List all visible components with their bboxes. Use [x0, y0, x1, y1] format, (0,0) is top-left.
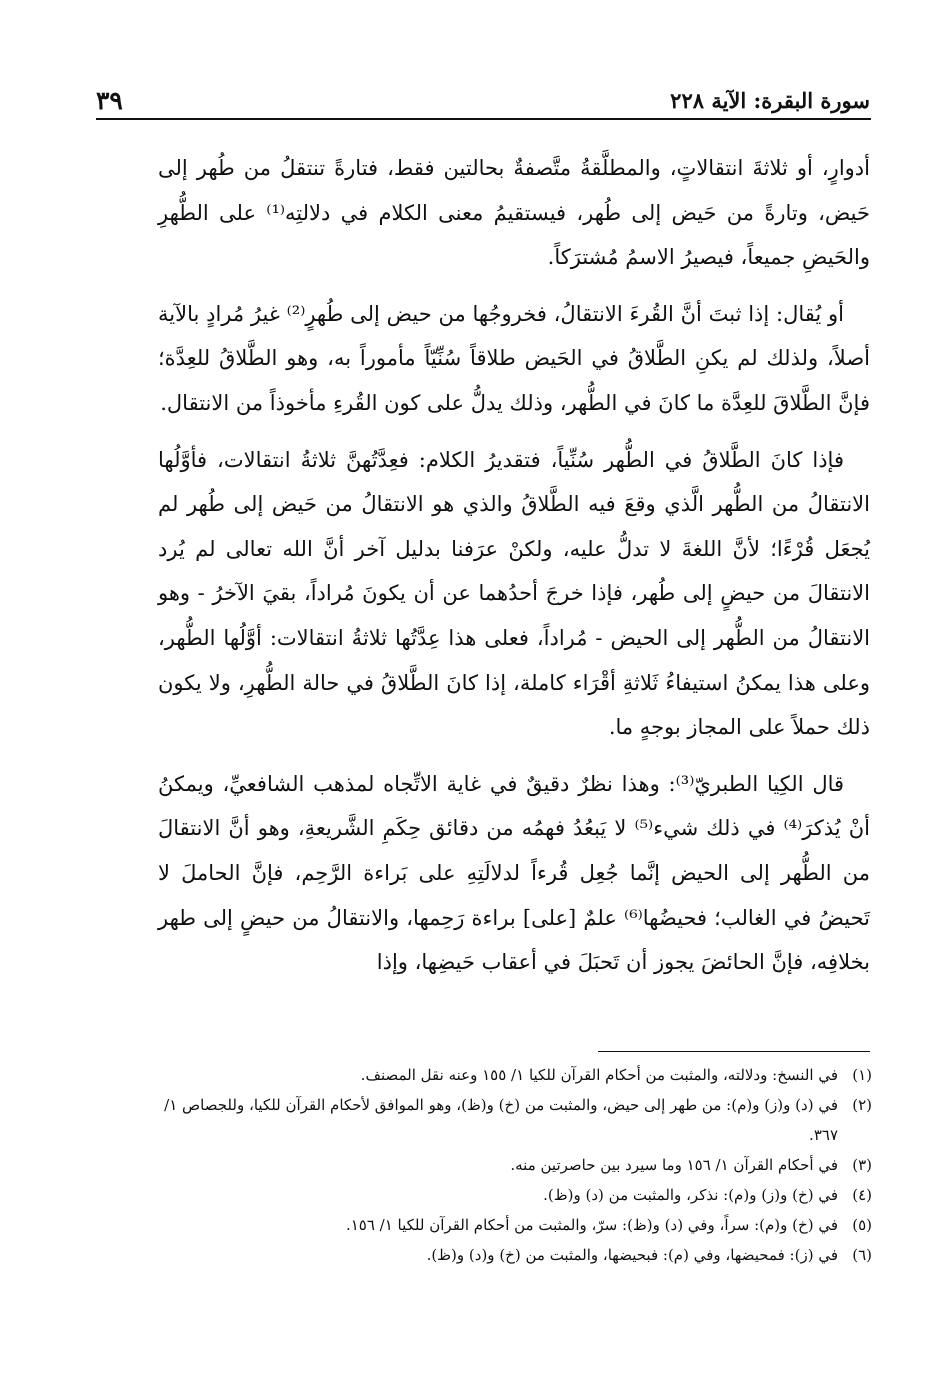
paragraph: فإذا كانَ الطَّلاقُ في الطُّهر سُنِّياً، فتقديرُ الكلام: فعِدَّتُهنَّ ثلاثةُ انتقالات، فأوَّلُها الانتقالُ من الطُّهر الَّذي وقعَ فيه الطَّلاقُ والذي هو الانتقالُ من حَيض إلى طُهر لم يُجعَل قُرْءًا؛ لأنَّ اللغةَ لا تدلُّ عليه، ولكنْ عرَفنا بدليل آخر أنَّ الله تعالى لم يُرد الانتقالَ من حيضٍ إلى طُهر، فإذا خرجَ أحدُهما عن أن يكونَ مُراداً، بقيَ الآخرُ - وهو الانتقالُ من الطُّهر إلى الحيض - مُراداً، فعلى هذا عِدَّتُها ثلاثةُ انتقالات: أوَّلُها الطُّهر، وعلى هذا يمكنُ استيفاءُ ثَلاثةِ أقْرَاء كاملة، إذا كانَ الطَّلاقُ في حالة الطُّهرِ، ولا يكون ذلك حملاً على المجاز بوجهٍ ما.	[158, 447, 870, 740]
footnote	[150, 1210, 872, 1240]
footnote	[150, 1180, 872, 1210]
paragraph: قال الكِيا الطبريّ⁽³⁾: وهذا نظرٌ دقيقٌ في غاية الاتِّجاه لمذهب الشافعيِّ، ويمكنُ أنْ يُذكرَ⁽⁴⁾ في ذلك شيء⁽⁵⁾ لا يَبعُدُ فهمُه من دقائق حِكَمِ الشَّريعةِ، وهو أنَّ الانتقالَ من الطُّهر إلى الحيض إنَّما جُعِل قُرءاً لدلالَتِهِ على بَراءة الرَّحِم، فإنَّ الحاملَ لا تَحيضُ في الغالب؛ فحيضُها⁽⁶⁾ علمٌ [على] براءة رَحِمها، والانتقالُ من حيضٍ إلى طهر بخلافِه، فإنَّ الحائضَ يجوز أن تَحبَلَ في أعقاب حَيضِها، وإذا	[158, 771, 870, 975]
page-number: ٣٩	[96, 85, 123, 115]
footnotes	[150, 1060, 872, 1270]
paragraph: أو يُقال: إذا ثبتَ أنَّ القُرءَ الانتقالُ، فخروجُها من حيض إلى طُهرٍ⁽²⁾ غيرُ مُرادٍ بالآية أصلاً، ولذلك لم يكنِ الطَّلاقُ في الحَيض طلاقاً سُنِّيّاً مأموراً به، وهو الطَّلاقُ للعِدَّة؛ فإنَّ الطَّلاقَ للعِدَّة ما كانَ في الطُّهر، وذلك يدلُّ على كون القُرءِ مأخوذاً من الانتقال.	[158, 301, 870, 415]
header-rule	[96, 118, 871, 120]
footnote-number: (٦)	[852, 1246, 872, 1264]
footnote-rule	[598, 1051, 870, 1052]
footnote-number: (٥)	[852, 1216, 872, 1234]
running-header	[96, 84, 870, 116]
footnote-text: في (خ) و(ز) و(م): نذكر، والمثبت من (د) و(ظ).	[543, 1186, 838, 1204]
footnote-number: (٤)	[852, 1186, 872, 1204]
footnote-number: (١)	[852, 1066, 872, 1084]
footnote-text: في النسخ: ودلالته، والمثبت من أحكام القرآن للكيا ١/ ١٥٥ وعنه نقل المصنف.	[360, 1066, 838, 1084]
footnote	[150, 1060, 872, 1090]
footnote	[150, 1150, 872, 1180]
footnote-text: في (ز): فمحيضها، وفي (م): فبحيضها، والمثبت من (خ) و(د) و(ظ).	[426, 1246, 838, 1264]
footnote-number: (٢)	[852, 1096, 872, 1114]
footnote-number: (٣)	[852, 1156, 872, 1174]
paragraph: أدوارٍ، أو ثلاثةَ انتقالاتٍ، والمطلَّقةُ متَّصفةٌ بحالتين فقط، فتارةً تنتقلُ من طُهر إلى حَيض، وتارةً من حَيض إلى طُهر، فيستقيمُ معنى الكلام في دلالتِه⁽¹⁾ على الطُّهرِ والحَيضِ جميعاً، فيصيرُ الاسمُ مُشترَكاً.	[158, 156, 870, 270]
footnote-text: في (خ) و(م): سراً، وفي (د) و(ظ): سرّ، والمثبت من أحكام القرآن للكيا ١/ ١٥٦.	[345, 1216, 838, 1234]
footnote-text: في (د) و(ز) و(م): من طهر إلى حيض، والمثبت من (خ) و(ظ)، وهو الموافق لأحكام القرآن للكيا، وللجصاص ١/ ٣٦٧.	[164, 1096, 838, 1144]
surah-title: سورة البقرة: الآية ٢٢٨	[670, 87, 870, 113]
main-text	[158, 146, 870, 997]
footnote	[150, 1240, 872, 1270]
footnote	[150, 1090, 872, 1150]
footnote-text: في أحكام القرآن ١/ ١٥٦ وما سيرد بين حاصرتين منه.	[510, 1156, 838, 1174]
